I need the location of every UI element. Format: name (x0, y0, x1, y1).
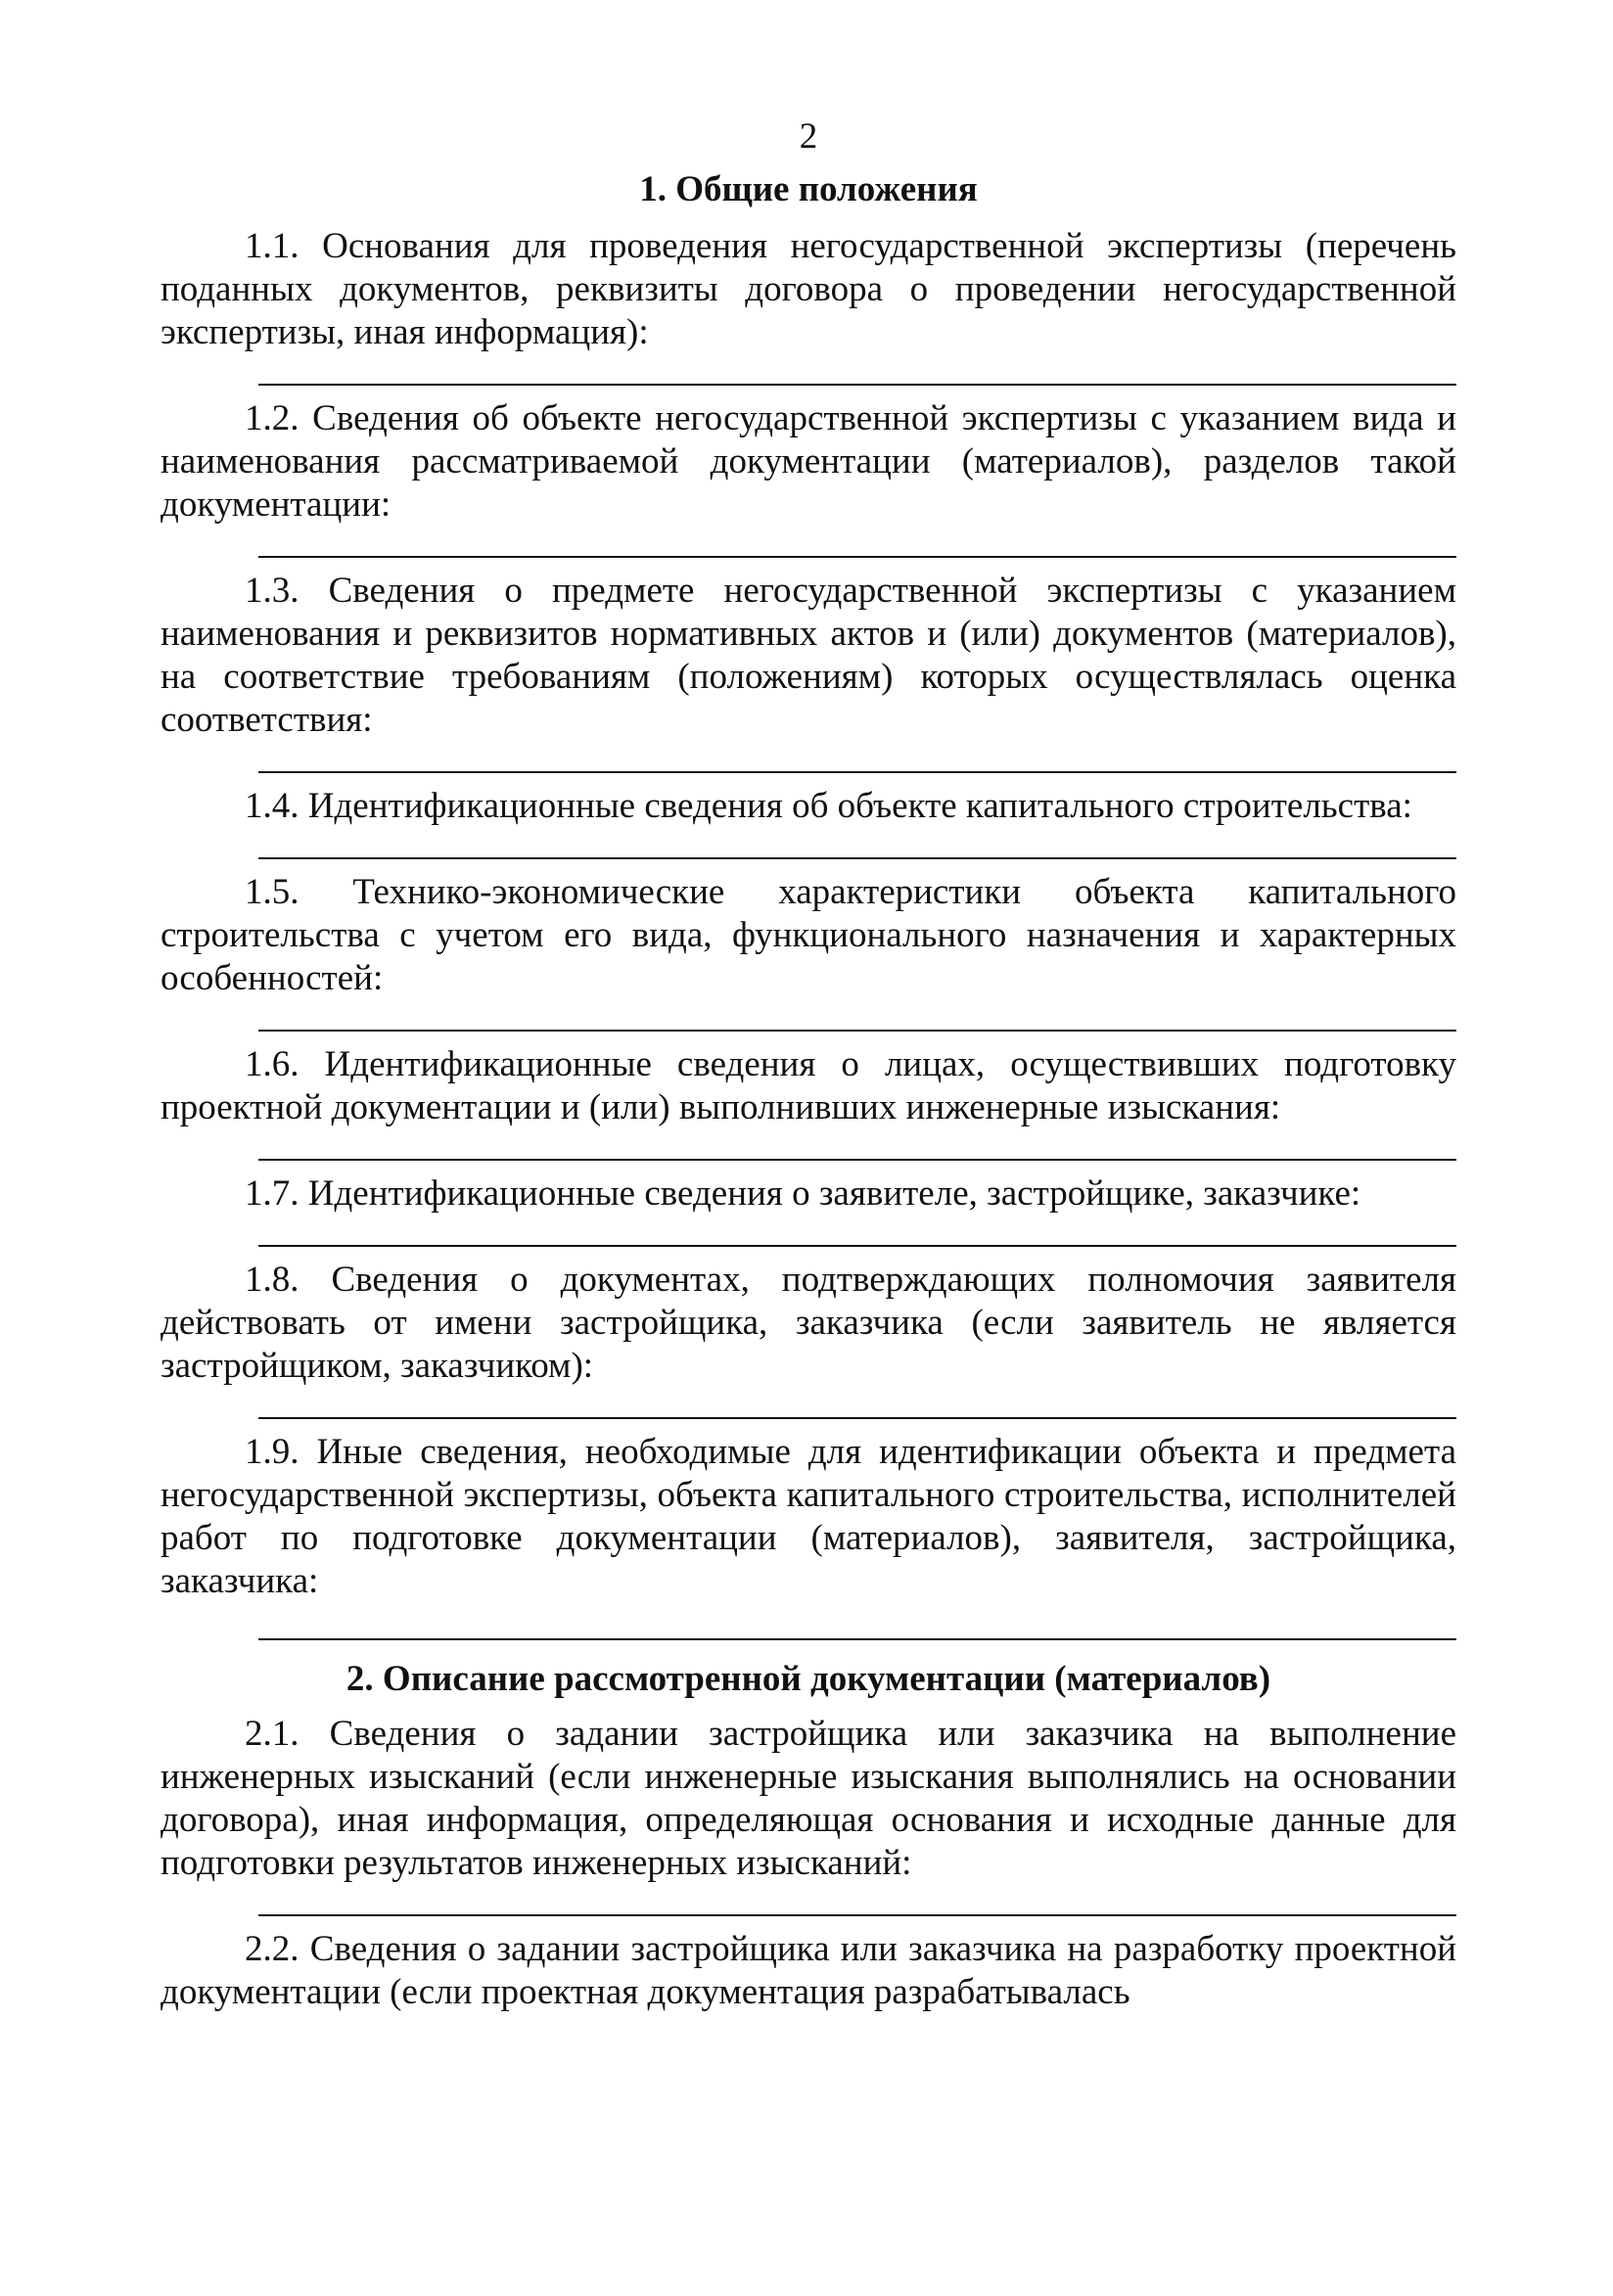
fill-line (258, 1216, 1456, 1247)
item-2-1: 2.1. Сведения о задании застройщика или заказчика на выполнение инженерных изысканий (если инженерные изыскания выполнялись на основании договора), иная информация, определяющая основания и исходные данные для подготовки результатов инженерных изысканий: (161, 1714, 1456, 1883)
page-content (161, 115, 1456, 2014)
page-number: 2 (799, 116, 818, 157)
section-2-title: 2. Описание рассмотренной документации (материалов) (346, 1659, 1271, 1699)
item-1-7: 1.7. Идентификационные сведения о заявителе, застройщике, заказчике: (245, 1173, 1361, 1214)
item-1-6: 1.6. Идентификационные сведения о лицах, осуществивших подготовку проектной документации и (или) выполнивших инженерные изыскания: (161, 1044, 1456, 1127)
item-1-9: 1.9. Иные сведения, необходимые для идентификации объекта и предмета негосударственной экспертизы, объекта капитального строительства, исполнителей работ по подготовке документации (материалов), заявителя, застройщика, заказчика: (161, 1432, 1456, 1601)
fill-line (258, 354, 1456, 386)
fill-line (258, 828, 1456, 859)
item-1-2: 1.2. Сведения об объекте негосударственной экспертизы с указанием вида и наименования рассматриваемой документации (материалов), разделов такой документации: (161, 398, 1456, 525)
fill-line (258, 742, 1456, 773)
item-1-8: 1.8. Сведения о документах, подтверждающих полномочия заявителя действовать от имени застройщика, заказчика (если заявитель не является застройщиком, заказчиком): (161, 1260, 1456, 1386)
item-1-3: 1.3. Сведения о предмете негосударственной экспертизы с указанием наименования и реквизитов нормативных актов и (или) документов (материалов), на соответствие требованиям (положениям) которых осуществлялась оценка соответствия: (161, 571, 1456, 740)
item-1-5: 1.5. Технико-экономические характеристики объекта капитального строительства с учетом его вида, функционального назначения и характерных особенностей: (161, 872, 1456, 998)
fill-line (258, 527, 1456, 558)
section-1-title: 1. Общие положения (639, 169, 978, 209)
item-1-1: 1.1. Основания для проведения негосударственной экспертизы (перечень поданных документов, реквизиты договора о проведении негосударственной экспертизы, иная информация): (161, 226, 1456, 352)
fill-line (258, 1603, 1456, 1640)
item-2-2: 2.2. Сведения о задании застройщика или заказчика на разработку проектной документации (если проектная документация разрабатывалась (161, 1929, 1456, 2012)
fill-line (258, 1000, 1456, 1032)
fill-line (258, 1129, 1456, 1161)
fill-line (258, 1885, 1456, 1916)
item-1-4: 1.4. Идентификационные сведения об объекте капитального строительства: (245, 786, 1412, 826)
fill-line (258, 1388, 1456, 1419)
